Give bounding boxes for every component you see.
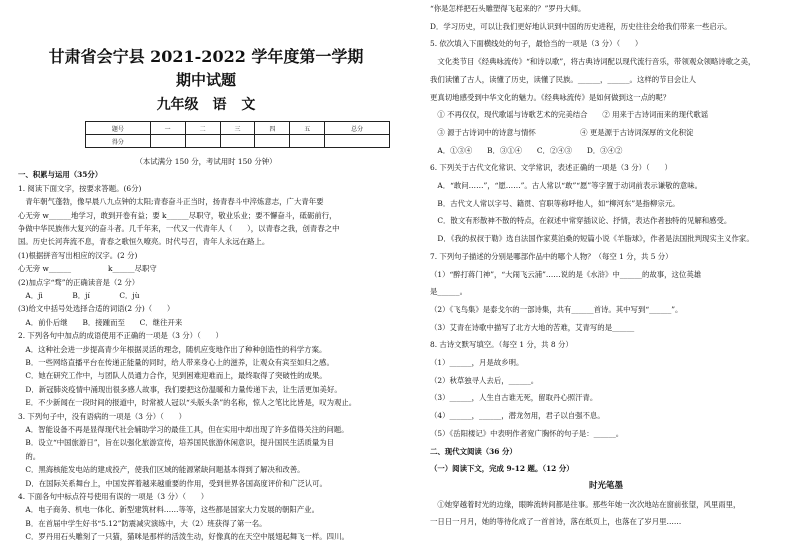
text-line: 我们读懂了古人，读懂了历史，读懂了民族。______，______。这样的节目会让人 [430, 74, 697, 84]
text-line: 一日日一月月，她的等待化成了一首首诗，落在纸页上，也落在了岁月里…… [430, 517, 682, 527]
text-line: （3）艾青在诗歌中描写了北方大地的苦难，艾青写的是______ [430, 322, 635, 332]
text-line: （5）《岳阳楼记》中表明作者宽广胸怀的句子是：______。 [430, 428, 624, 438]
score-table-score-row [86, 135, 390, 148]
text-line: C．散文有形散神不散的特点，在叙述中常穿插议论、抒情，表达作者独特的见解和感受。 [430, 216, 732, 226]
text-line: C．罗丹用石头雕刻了一只猫，猫咪是那样的活泼生动，好像真的在天空中展翅起舞飞一样。四川。 [18, 532, 349, 542]
text-line: 更真切地感受到中华文化的魅力。《经典咏流传》是如何做到这一点的呢？ [430, 92, 671, 102]
right-page [418, 0, 794, 549]
text-line: E．不少新闻在一段时间的报道中，时常被人冠以“头版头条”的名称，惊人之笔比比皆是，叹为观止。 [18, 398, 357, 408]
score-table [85, 121, 390, 148]
section-subheading: （一）阅读下文，完成 9-12 题。（12 分） [430, 464, 574, 474]
text-line: 3. 下列句子中，没有语病的一项是（3 分）（ ） [18, 411, 186, 421]
exam-subtitle: 期中试题 [175, 71, 236, 89]
text-line: （3）______，人生自古谁无死，留取丹心照汗青。 [430, 393, 598, 403]
text-line: A．前仆后继 B．接踵而至 C．继往开来 [18, 317, 183, 327]
text-line: B．设立“中国旅游日”，旨在以强化旅游宣传，培养国民旅游休闲意识，提升国民生活质量为目 [18, 438, 335, 448]
score-header-cell: 总分 [325, 122, 390, 135]
text-line: 5. 依次填入下面横线处的句子，最恰当的一项是（3 分）（ ） [430, 39, 643, 49]
text-line: D．学习历史，可以让我们更好地认识到中国的历史进程，历史往往会给我们带来一些启示。 [430, 21, 732, 31]
text-line: A．jì B．jí C．jù [18, 291, 140, 300]
score-header-cell: 一 [150, 122, 185, 135]
passage-title: 时光笔墨 [588, 480, 623, 491]
score-cell [290, 135, 325, 148]
text-line: (1)根据拼音写出相应的汉字。(2 分) [18, 250, 138, 260]
text-line: (3)给文中括号处选择合适的词语(2 分)（ ） [18, 304, 175, 314]
text-line: B．在首届中学生好书“5.12”防震减灾演练中，大（2）班获得了第一名。 [18, 518, 267, 528]
score-cell [150, 135, 185, 148]
text-line: ①她穿越着时光的边缘，眼眸流转间都是往事。那些年她一次次地站在窗前张望，风里雨里， [430, 499, 741, 509]
text-line: （1）“醉打蒋门神”，“大闹飞云浦”……说的是《水浒》中______的故事，这位英雄 [430, 269, 702, 279]
text-line: （2）《飞鸟集》是泰戈尔的一部诗集，共有______首诗。其中写到“______”。 [430, 304, 683, 314]
text-line: 心无旁 w______ k______尽职守 [18, 264, 157, 274]
text-line: B．古代文人常以字号、籍贯、官职等称呼他人，如“柳河东”是指柳宗元。 [430, 198, 680, 208]
text-line: （4）______，______，潜龙勿用，君子以自强不息。 [430, 411, 605, 421]
text-line: 6. 下列关于古代文化常识、文学常识，表述正确的一项是（3 分）（ ） [430, 163, 672, 173]
text-line: 是______。 [430, 287, 467, 297]
text-line: A．这种社会进一步提高青少年根据灵活的理念，随机应变地作出了种种创造性的科学方案。 [18, 344, 327, 354]
score-note: （本试满分 150 分，考试用时 150 分钟） [135, 157, 277, 166]
exam-title: 甘肃省会宁县 2021-2022 学年度第一学期 [48, 47, 364, 66]
score-header-cell: 五 [290, 122, 325, 135]
text-line: 国。历史长河奔流不息，青春之歌恒久嘹亮。时代号召，青年人永远在路上。 [18, 237, 270, 247]
text-line: 心无旁 w______地学习，敢到开卷有益；要 k______尽职守，敬业乐业；要不懈奋斗，砥砺前行， [18, 210, 337, 220]
score-cell [220, 135, 255, 148]
text-line: 文化类节目《经典咏流传》“和诗以歌”，将古典诗词配以现代流行音乐，带领观众领略诗歌之美， [430, 57, 756, 67]
text-line: 的。 [18, 451, 41, 461]
text-line: （1）______，月是故乡明。 [430, 358, 524, 367]
text-line: ① 不再仅仅，现代歌谣与诗歌艺术的完美结合 ② 用来于古诗词而来的现代歌谣 [430, 110, 709, 120]
text-line: (2)加点字“骛”的正确读音是（2 分） [18, 277, 140, 287]
grade-subject: 九年级 语 文 [156, 97, 256, 113]
text-line: 2. 下列各句中加点的成语使用不正确的一项是（3 分）（ ） [18, 331, 223, 341]
score-row-label: 得分 [86, 135, 151, 148]
score-cell [255, 135, 290, 148]
text-line: 8. 古诗文默写填空。（每空 1 分，共 8 分） [430, 340, 573, 350]
text-line: D．新冠肺炎疫情中涌现出很多感人故事，我们要把这份温暖和力量传递下去，让生活更加美好。 [18, 384, 342, 394]
score-header-cell: 四 [255, 122, 290, 135]
score-header-cell: 题号 [86, 122, 151, 135]
text-line: ③ 源于古诗词中的诗意与情怀 ④ 更是源于古诗词深厚的文化积淀 [430, 127, 694, 137]
section-heading: 一、积累与运用（35分） [18, 170, 103, 180]
score-table-header-row [86, 122, 390, 135]
score-cell [185, 135, 220, 148]
text-line: 青年朝气蓬勃，像早晨八九点钟的太阳;青春奋斗正当时，扬青春斗中淬炼意志，广大青年要 [18, 197, 324, 207]
section-heading: 二、现代文阅读（36 分） [430, 446, 517, 456]
text-line: D．在国际关系舞台上，中国发挥着越来越重要的作用，受到世界各国高度评价和广泛认可。 [18, 478, 327, 488]
text-line: 4. 下面各句中标点符号使用有误的一项是（3 分）（ ） [18, 492, 209, 501]
text-line: A．“敢问……”，“愿……”。古人常以“敢”“愿”等字置于动词前表示谦敬的意味。 [430, 181, 703, 190]
text-line: B．一些网络直播平台在传递正能量的同时，给人带来身心上的滋养，让观众有宾至如归之感。 [18, 358, 334, 367]
text-line: C．黑海核能发电站的建成投产，使我们区域的能源紧缺问题基本得到了解决和改善。 [18, 465, 305, 475]
score-header-cell: 二 [185, 122, 220, 135]
text-line: A．①③④ B．③①④ C．②④③ D．③④② [430, 145, 623, 155]
text-line: A．电子商务、机电一体化、新型建筑材料……等等，这些都是国家大力发展的朝阳产业。 [18, 505, 319, 515]
text-line: 争做中华民族伟大复兴的奋斗者。几千年来，一代又一代青年人（ ），以青春之我，创青春之中 [18, 224, 340, 233]
text-line: 1. 阅读下面文字，按要求答题。(6分) [18, 183, 142, 193]
score-header-cell: 三 [220, 122, 255, 135]
text-line: D．《我的叔叔于勒》选自法国作家莫泊桑的短篇小说《羊脂球》，作者是法国批判现实主义作家。 [430, 234, 754, 244]
text-line: 7. 下列句子描述的分别是哪部作品中的哪个人物？（每空 1 分，共 5 分） [430, 251, 673, 261]
text-line: “你是怎样把石头雕塑得飞起来的？”罗丹大师。 [430, 4, 586, 13]
text-line: C．她在研究工作中，与团队人员通力合作，见到困难迎难而上，最终取得了突破性的成果。 [18, 371, 327, 381]
score-cell [325, 135, 390, 148]
text-line: A．智能设备不再是显得现代社会辅助学习的最佳工具，但在实用中却出现了许多值得关注的问题。 [18, 425, 349, 434]
text-line: （2）秋草独寻人去后，______。 [430, 375, 539, 385]
